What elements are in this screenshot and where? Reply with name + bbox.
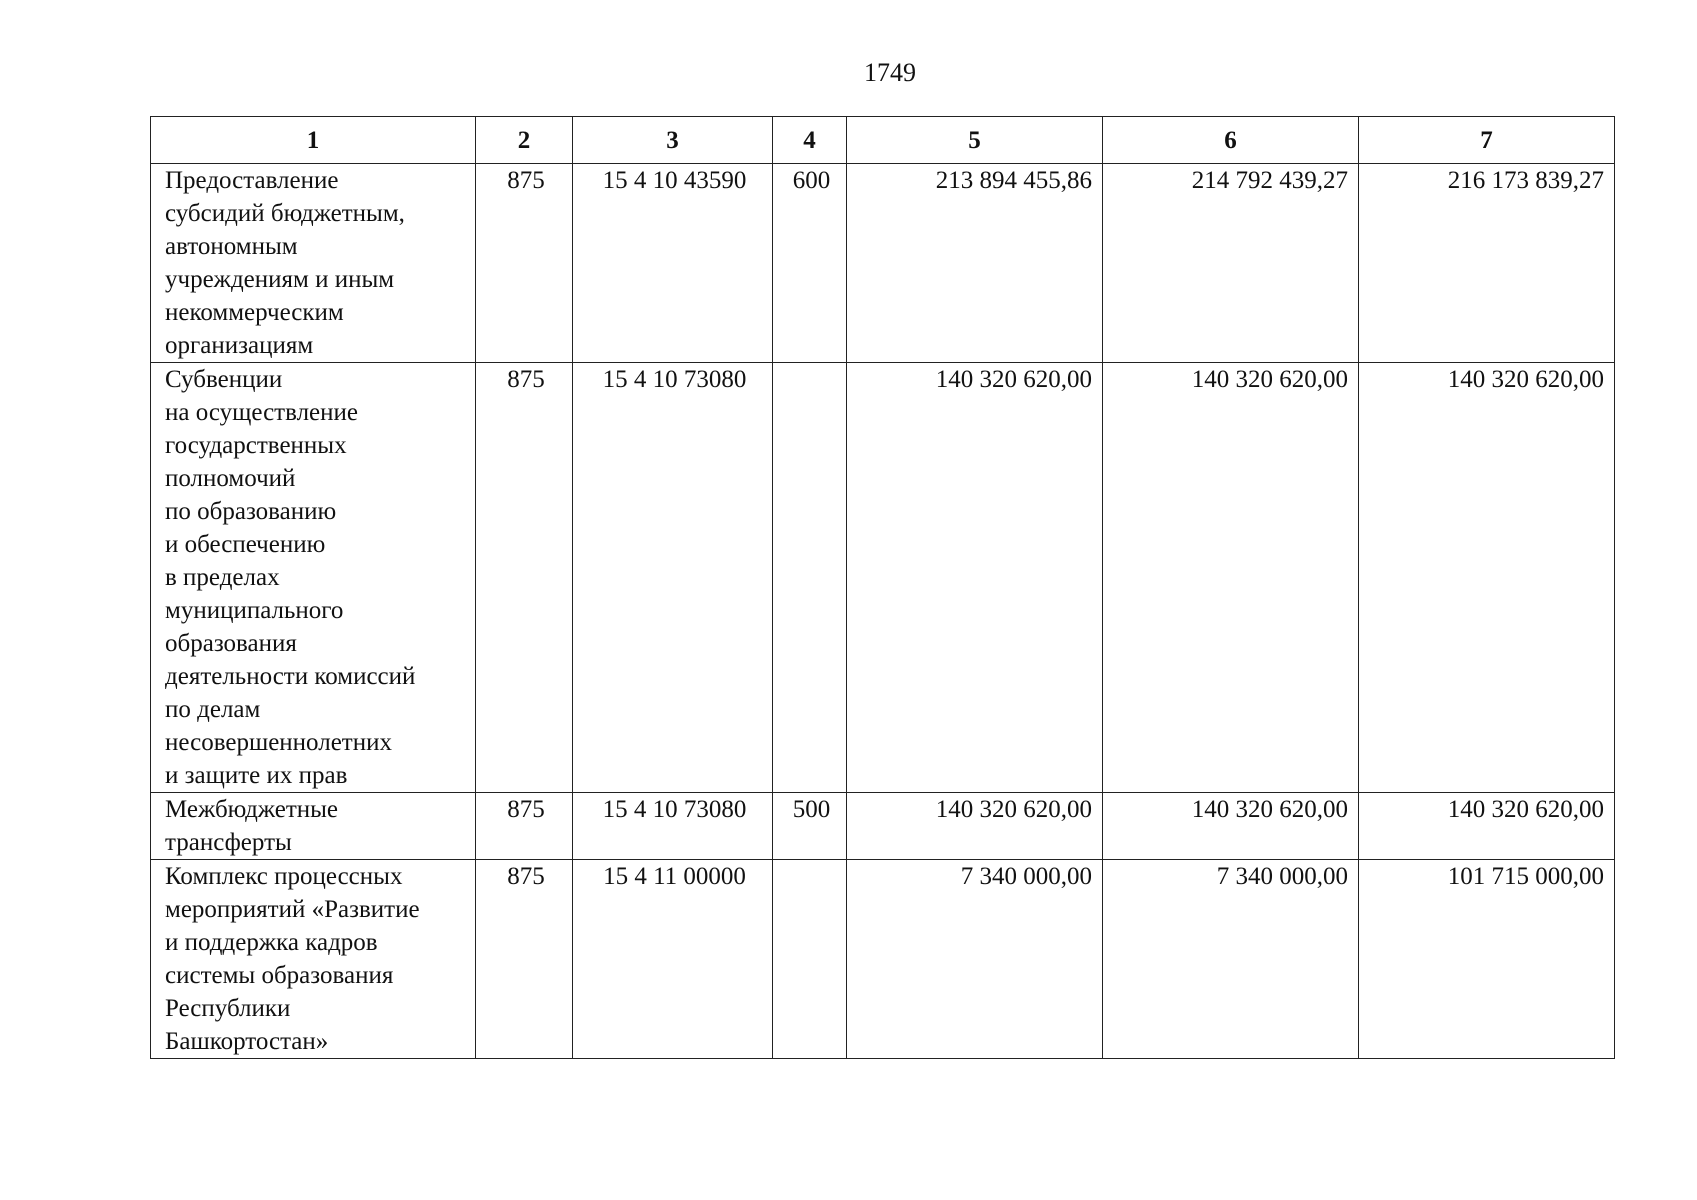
row-col5: 140 320 620,00: [847, 363, 1103, 793]
row-col4: 600: [773, 164, 847, 363]
row-col5: 140 320 620,00: [847, 793, 1103, 860]
row-col3: 15 4 10 73080: [573, 363, 773, 793]
row-col3: 15 4 10 73080: [573, 793, 773, 860]
row-col2: 875: [476, 860, 573, 1059]
column-header-7: 7: [1359, 117, 1615, 164]
row-col4: [773, 860, 847, 1059]
budget-table: [150, 116, 1615, 1059]
row-col5: 7 340 000,00: [847, 860, 1103, 1059]
row-col2: 875: [476, 363, 573, 793]
row-col6: 140 320 620,00: [1103, 793, 1359, 860]
table-header-row: [151, 117, 1615, 164]
row-col6: 140 320 620,00: [1103, 363, 1359, 793]
row-col6: 214 792 439,27: [1103, 164, 1359, 363]
row-col3: 15 4 10 43590: [573, 164, 773, 363]
row-col7: 140 320 620,00: [1359, 363, 1615, 793]
row-col2: 875: [476, 164, 573, 363]
row-col7: 216 173 839,27: [1359, 164, 1615, 363]
row-col7: 101 715 000,00: [1359, 860, 1615, 1059]
table-row: [151, 363, 1615, 793]
table-row: [151, 164, 1615, 363]
row-col4: 500: [773, 793, 847, 860]
column-header-4: 4: [773, 117, 847, 164]
page-number: 1749: [864, 58, 916, 87]
row-col4: [773, 363, 847, 793]
row-name: Предоставление субсидий бюджетным, автономным учреждениям и иным некоммерческим организациям: [151, 164, 476, 363]
column-header-5: 5: [847, 117, 1103, 164]
row-col3: 15 4 11 00000: [573, 860, 773, 1059]
column-header-6: 6: [1103, 117, 1359, 164]
row-col5: 213 894 455,86: [847, 164, 1103, 363]
column-header-3: 3: [573, 117, 773, 164]
column-header-1: 1: [151, 117, 476, 164]
row-col2: 875: [476, 793, 573, 860]
table-row: [151, 793, 1615, 860]
row-name: Комплекс процессных мероприятий «Развитие и поддержка кадров системы образования Республики Башкортостан»: [151, 860, 476, 1059]
column-header-2: 2: [476, 117, 573, 164]
table-row: [151, 860, 1615, 1059]
row-name: Межбюджетные трансферты: [151, 793, 476, 860]
row-col7: 140 320 620,00: [1359, 793, 1615, 860]
row-name: Субвенции на осуществление государственных полномочий по образованию и обеспечению в пределах муниципального образования деятельности комиссий по делам несовершеннолетних и защите их прав: [151, 363, 476, 793]
row-col6: 7 340 000,00: [1103, 860, 1359, 1059]
